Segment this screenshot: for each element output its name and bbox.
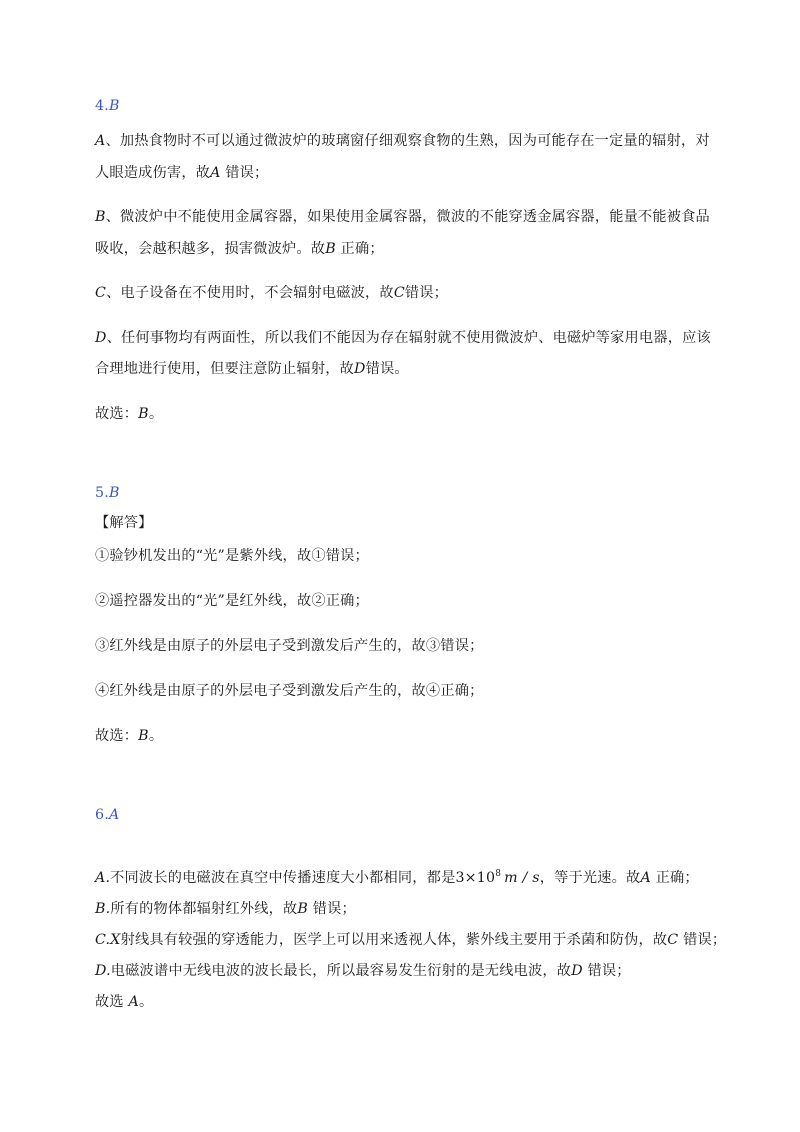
q5-item-1: ①验钞机发出的“光”是紫外线，故①错误； [95,548,369,564]
q6-option-c: C.X射线具有较强的穿透能力，医学上可以用来透视人体，紫外线主要用于杀菌和防伪，故C 错误； [95,932,727,948]
q6-option-a: A.不同波长的电磁波在真空中传播速度大小都相同，都是$3\times 10^8$ m / s，等于光速。故A 正确； [95,869,699,886]
q5-heading [95,483,120,503]
q4-option-b-line2: 吸收，会越积越多，损害微波炉。故B 正确； [95,241,384,257]
q4-heading [95,96,120,116]
q6-number: 6. [95,807,109,823]
q5-item-3: ③红外线是由原子的外层电子受到激发后产生的，故③错误； [95,638,484,654]
q4-option-b-line1: B、微波炉中不能使用金属容器，如果使用金属容器，微波的不能穿透金属容器，能量不能被食品 [95,209,710,225]
q4-option-a-line1: A、加热食物时不可以通过微波炉的玻璃窗仔细观察食物的生熟，因为可能存在一定量的辐射，对 [95,133,710,149]
q5-item-4: ④红外线是由原子的外层电子受到激发后产生的，故④正确； [95,683,484,699]
q4-option-d-line1: D、任何事物均有两面性，所以我们不能因为存在辐射就不使用微波炉、电磁炉等家用电器，应该 [95,330,711,346]
q5-answer: B [108,485,120,501]
q6-option-d: D.电磁波谱中无线电波的波长最长，所以最容易发生衍射的是无线电波，故D 错误； [95,963,631,979]
q6-answer: A [108,807,120,823]
q6-option-b: B.所有的物体都辐射红外线，故B 错误； [95,901,356,917]
q4-option-d-line2: 合理地进行使用，但要注意防止辐射，故D错误。 [95,361,409,377]
q6-choice: 故选 A。 [95,994,154,1010]
q4-number: 4. [95,98,109,114]
q5-number: 5. [95,485,109,501]
q4-option-c: C、电子设备在不使用时，不会辐射电磁波，故C错误； [95,285,449,301]
q4-choice: 故选：B。 [95,406,164,422]
q4-option-a-line2: 人眼造成伤害，故A 错误； [95,165,269,181]
q5-solution-header: 【解答】 [95,515,153,531]
q5-item-2: ②遥控器发出的“光”是红外线，故②正确； [95,593,369,609]
q6-heading [95,805,119,825]
q5-choice: 故选：B。 [95,728,164,744]
q4-answer: B [108,98,120,114]
